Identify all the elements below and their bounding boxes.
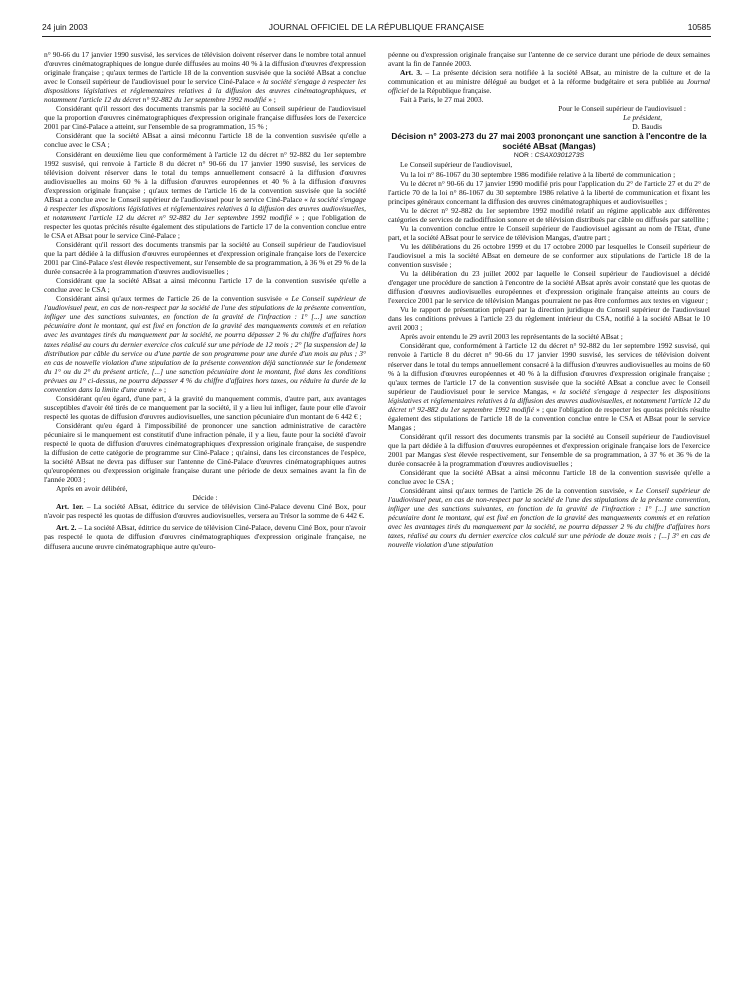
article-3: Art. 3. – La présente décision sera notifiée à la société ABsat, au ministre de la culture et de la communication et au ministre délégué au budget et à la réforme budgétaire et sera publiée au Journal officiel de la République française.: [388, 68, 710, 96]
paragraph: Considérant que, conformément à l'article 12 du décret n° 92-882 du 1er septembre 1992 susvisé, qui renvoie à l'article 8 du décret n° 90-66 du 17 janvier 1990 susvisé, les services de télévision doivent réserver dans le total du temps annuellement consacré à la diffusion d'œuvres audiovisuelles au moins de 60 % à la diffusion d'œuvres européennes et 40 % à la diffusion d'œuvres d'expression originale française ; qu'aux termes de l'article 17 de la convention susvisée que la société ABsat a conclue avec le Conseil supérieur de l'audiovisuel pour le service Mangas, « la société s'engage à respecter les dispositions législatives et réglementaires relatives à la diffusion des œuvres audiovisuelles, et notamment l'article 12 du décret n° 92-882 du 1er septembre 1992 modifié » ; que l'obligation de respecter les quotas précités résulte également des stipulations de l'article 18 de la convention conclue entre le CSA et ABsat pour le service Mangas ;: [388, 341, 710, 432]
paragraph: Après avoir entendu le 29 avril 2003 les représentants de la société ABsat ;: [400, 332, 623, 342]
right-column: [388, 50, 710, 549]
nor-reference: NOR : CSAX0301273S: [513, 152, 585, 160]
paragraph: Considérant qu'il ressort des documents transmis par la société au Conseil supérieur de l'audiovisuel que la part dédiée à la diffusion d'œuvres européennes et d'expression originale française lors de l'exercice 2001 par Ciné-Palace s'est élevée respectivement, sur l'ensemble de sa programmation, à 36 % et 29 % de la durée consacrée à la programmation d'œuvres audiovisuelles ;: [44, 239, 366, 277]
article-2: Art. 2. – La société ABsat, éditrice du service de télévision Ciné-Palace, devenu Ciné Box, pour n'avoir pas respecté le quota de diffusion d'œuvres cinématographiques d'expression originale française, ne diffusera aucune œuvre cinématographique autre qu'euro-: [44, 523, 366, 551]
article-1: Art. 1er. – La société ABsat, éditrice du service de télévision Ciné-Palace devenu Ciné Box, pour n'avoir pas respecté les quotas de diffusion d'œuvres audiovisuelles, versera au Trésor la somme de 6 442 €.: [44, 502, 367, 521]
paragraph: Considérant qu'eu égard à l'impossibilité de prononcer une sanction administrative de caractère pécuniaire si le manquement est constitutif d'une infraction pénale, il y a lieu, faute pour la société d'avoir respecté le quota de diffusion d'œuvres cinématographiques d'expression originale française, de suspendre la diffusion de cette catégorie de programme sur Ciné-Palace ; qu'ainsi, dans les circonstances de l'espèce, la société ABsat ne devra pas diffuser sur l'antenne de Ciné-Palace d'œuvres cinématographiques autres qu'européennes ou d'expression originale française durant une période de deux semaines avant la fin de l'année 2003 ;: [44, 420, 366, 485]
decision-title: Décision n° 2003-273 du 27 mai 2003 prononçant une sanction à l'encontre de la société ABsat (Mangas): [391, 131, 707, 152]
signature-name: D. Baudis: [632, 122, 662, 132]
paragraph: Considérant ainsi qu'aux termes de l'article 26 de la convention susvisée « Le Conseil supérieur de l'audiovisuel peut, en cas de non-respect par la société de l'une des stipulations de la présente convention, infliger une des sanctions suivantes, en fonction de la gravité de l'infraction : 1° [...] une sanction pécuniaire dont le montant, qui est fixé en fonction de la gravité des manquements commis et en relation avec les avantages tirés du manquement par la société, ne pourra dépasser 2 % du chiffre d'affaires hors taxes réalisé au cours du dernier exercice clos calculé sur une période de 12 mois ; 2° [la suspension de] la distribution par câble du service ou d'une partie de son programme pour une durée d'un mois au plus ; 3° en cas de nouvelle violation d'une stipulation de la présente convention déjà sanctionnée sur le fondement du 1° ou du 2° du présent article, [...] une sanction pécuniaire dont le montant, fixé dans les conditions prévues au 1° ci-dessus, ne pourra dépasser 4 % du chiffre d'affaires hors taxes, ou réduire la durée de la convention dans la limite d'une année » ;: [44, 294, 366, 394]
paragraph: Vu les délibérations du 26 octobre 1999 et du 17 octobre 2000 par lesquelles le Conseil supérieur de l'audiovisuel a mis la société ABsat en demeure de se conformer aux stipulations de l'article 18 de la convention susvisée ;: [388, 241, 710, 269]
paragraph: Vu la loi n° 86-1067 du 30 septembre 1986 modifiée relative à la liberté de communication ;: [400, 169, 676, 179]
paragraph: Vu la convention conclue entre le Conseil supérieur de l'audiovisuel agissant au nom de l'Etat, d'une part, et la société ABsat pour le service de télévision Mangas, d'autre part ;: [388, 223, 710, 242]
paragraph: Considérant ainsi qu'aux termes de l'article 26 de la convention susvisée, « Le Conseil supérieur de l'audiovisuel peut, en cas de non-respect par la société de l'une des stipulations de la présente convention, infliger une des sanctions suivantes, en fonction de la gravité de l'infraction : 1° [...] une sanction pécuniaire dont le montant, qui est fixé en fonction de la gravité des manquements commis et en relation avec les avantages tirés du manquement par la société, ne pourra dépasser 2 % du chiffre d'affaires hors taxes, réalisé au cours du dernier exercice clos calculé sur une période de douze mois ; [...] 3° en cas de nouvelle violation d'une stipulation: [388, 486, 711, 550]
paragraph: Le Conseil supérieur de l'audiovisuel,: [400, 160, 513, 170]
header-date: 24 juin 2003: [42, 22, 88, 32]
place-date: Fait à Paris, le 27 mai 2003.: [400, 95, 484, 105]
paragraph: Vu le décret n° 92-882 du 1er septembre 1992 modifié relatif au régime applicable aux différentes catégories de services de radiodiffusion sonore et de télévision distribués par câble ou diffusés par satellite ;: [388, 205, 710, 224]
paragraph: Vu le rapport de présentation préparé par la direction juridique du Conseil supérieur de l'audiovisuel dans les conditions prévues à l'article 23 du règlement intérieur du CSA, notifié à la société ABsat le 10 avril 2003 ;: [388, 305, 710, 333]
paragraph: Vu la délibération du 23 juillet 2002 par laquelle le Conseil supérieur de l'audiovisuel a décidé d'engager une procédure de sanction à l'encontre de la société ABsat après avoir constaté que les quotas de diffusion d'œuvres audiovisuelles européennes et d'expression originale française atteints au cours de l'exercice 2001 par le service de télévision Mangas pourraient ne pas être conformes aux textes en vigueur ;: [388, 269, 710, 306]
header-page-number: 10585: [687, 22, 711, 32]
page-header: [42, 22, 711, 36]
signature-title: Le président,: [623, 113, 662, 123]
paragraph: péenne ou d'expression originale française sur l'antenne de ce service durant une période de deux semaines avant la fin de l'année 2003.: [388, 50, 710, 69]
header-journal-title: JOURNAL OFFICIEL DE LA RÉPUBLIQUE FRANÇAISE: [268, 22, 485, 32]
paragraph: Considérant que la société ABsat a ainsi méconnu l'article 18 de la convention susvisée qu'elle a conclue avec le CSA ;: [388, 468, 710, 487]
paragraph: Considérant qu'il ressort des documents transmis par la société au Conseil supérieur de l'audiovisuel que la proportion d'œuvres cinématographiques d'expression originale française diffusées lors de l'exercice 2001 par Ciné-Palace a atteint, sur l'ensemble de sa programmation, 15 % ;: [44, 104, 366, 132]
paragraph: Considérant en deuxième lieu que conformément à l'article 12 du décret n° 92-882 du 1er septembre 1992 susvisé, qui renvoie à l'article 8 du décret n° 90-66 du 17 janvier 1990 susvisé, les services de télévision doivent réserver dans le total du temps annuellement consacré à la diffusion d'œuvres audiovisuelles au moins 60 % à la diffusion d'œuvres européennes et 40 % à la diffusion d'œuvres d'expression originale française ; qu'aux termes de l'article 16 de la convention susvisée que la société ABsat a conclue avec le Conseil supérieur de l'audiovisuel pour le service Ciné-Palace « la société s'engage à respecter les dispositions législatives et réglementaires relatives à la diffusion des œuvres audiovisuelles, et notamment l'article 12 du décret n° 92-882 du 1er septembre 1992 modifié » ; que l'obligation de respecter les quotas précités résulte également des stipulations de l'article 17 de la convention conclue entre le CSA et ABsat pour le service Ciné-Palace ;: [44, 149, 366, 240]
left-column: [44, 50, 366, 551]
paragraph: Vu le décret n° 90-66 du 17 janvier 1990 modifié pris pour l'application du 2° de l'article 27 et du 2° de l'article 70 de la loi n° 86-1067 du 30 septembre 1986 relative à la liberté de communication et fixant les principes généraux concernant la diffusion des œuvres cinématographiques et audiovisuelles ;: [388, 178, 710, 206]
decide-heading: Décide :: [192, 493, 218, 503]
paragraph: Considérant que la société ABsat a ainsi méconnu l'article 17 de la convention susvisée qu'elle a conclue avec le CSA ;: [44, 276, 366, 295]
paragraph: Après en avoir délibéré,: [56, 484, 128, 494]
signature-line: Pour le Conseil supérieur de l'audiovisuel :: [558, 104, 686, 114]
paragraph: Considérant que la société ABsat a ainsi méconnu l'article 18 de la convention susvisée qu'elle a conclue avec le CSA ;: [44, 131, 366, 150]
paragraph: n° 90-66 du 17 janvier 1990 susvisé, les services de télévision doivent réserver dans le nombre total annuel d'œuvres cinématographiques de longue durée diffusées au moins 40 % à la diffusion d'œuvres d'expression originale française ; qu'aux termes de l'article 18 de la convention susvisée que la société ABsat a conclue avec le Conseil supérieur de l'audiovisuel pour le service Ciné-Palace « la société s'engage à respecter les dispositions législatives et réglementaires relatives à la diffusion des œuvres cinématographiques, et notamment l'article 12 du décret n° 92-882 du 1er septembre 1992 modifié » ;: [44, 50, 366, 105]
header-rule: [42, 36, 711, 37]
paragraph: Considérant qu'il ressort des documents transmis par la société au Conseil supérieur de l'audiovisuel que la part dédiée à la diffusion d'œuvres européennes et d'expression originale française lors de l'exercice 2001 par Mangas s'est élevée respectivement, sur l'ensemble de sa programmation, à 37 % et 36 % de la durée consacrée à la programmation d'œuvres audiovisuelles ;: [388, 431, 710, 469]
paragraph: Considérant qu'eu égard, d'une part, à la gravité du manquement commis, d'autre part, aux avantages susceptibles d'avoir été tirés de ce manquement par la société, il y a lieu lui infliger, faute pour elle d'avoir respecté les quotas de diffusion d'œuvres audiovisuelles, une sanction pécuniaire d'un montant de 6 442 € ;: [44, 393, 366, 421]
